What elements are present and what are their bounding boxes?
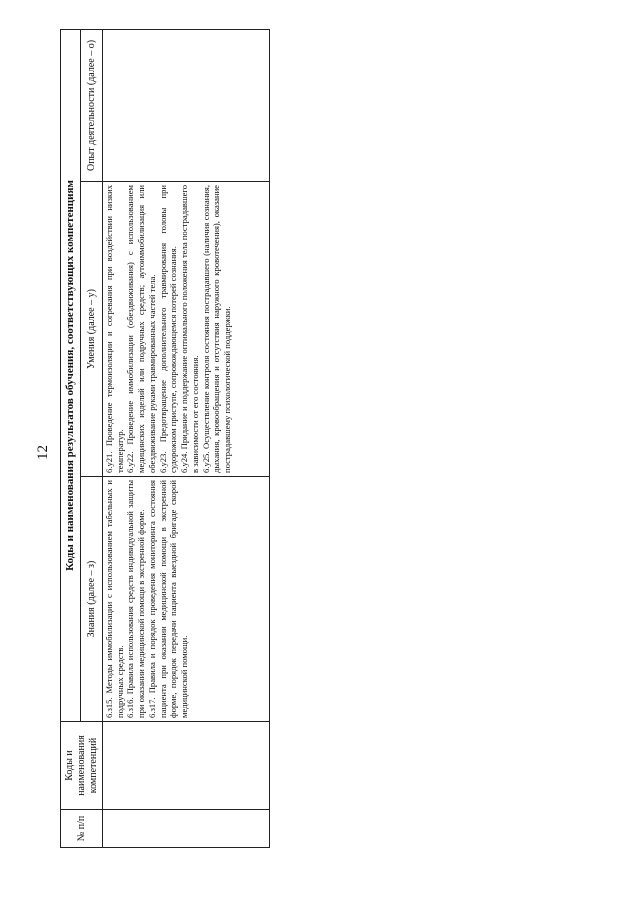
page-number: 12 bbox=[35, 445, 51, 460]
cell-codes bbox=[103, 722, 270, 810]
skill-item: 6.у22. Проведение иммобилизации (обездвиживания) с использованием медицинских изделий или подручных средств; аутоиммобилизация или обездвиживание руками травмированных частей тела. bbox=[125, 185, 157, 473]
skill-item: 6.у23. Предотвращение дополнительного травмирования головы при судорожном приступе, сопровождающемся потерей сознания. bbox=[157, 185, 179, 473]
skill-item: 6.у25. Осуществление контроля состояния пострадавшего (наличия сознания, дыхания, кровообращения и отсутствия наружного кровотечения), оказание пострадавшему психологической поддержки. bbox=[200, 185, 233, 473]
competency-table-wrapper bbox=[60, 30, 270, 848]
header-main: Коды и наименования результатов обучения, соответствующих компетенциям bbox=[61, 29, 81, 721]
skill-item: 6.у24. Придание и поддержание оптимального положения тела пострадавшего в зависимости от его состояния. bbox=[179, 185, 200, 473]
knowledge-item: 6.з15. Методы иммобилизации с использованием табельных и подручных средств. bbox=[104, 480, 125, 718]
cell-skills bbox=[103, 182, 270, 477]
header-experience: Опыт деятельности (далее – о) bbox=[81, 29, 103, 181]
cell-num bbox=[103, 810, 270, 848]
cell-experience bbox=[103, 29, 270, 181]
header-num: № п/п bbox=[61, 810, 103, 848]
competency-table bbox=[60, 29, 270, 848]
skill-item: 6.у21. Проведение термоизоляции и согревания при воздействии низких температур. bbox=[104, 185, 125, 473]
header-knowledge: Знания (далее – з) bbox=[81, 477, 103, 722]
cell-knowledge bbox=[103, 477, 270, 722]
knowledge-item: 6.з17. Правила и порядок проведения мониторинга состояния пациента при оказании медицинской помощи в экстренной форме, порядок передачи пациента выездной бригаде скорой медицинской помощи. bbox=[146, 480, 190, 718]
header-skills: Умения (далее – у) bbox=[81, 182, 103, 477]
knowledge-item: 6.з16. Правила использования средств индивидуальной защиты при оказании медицинской помощи в экстренной форме. bbox=[125, 480, 147, 718]
header-codes: Коды и наименования компетенций bbox=[61, 722, 103, 810]
